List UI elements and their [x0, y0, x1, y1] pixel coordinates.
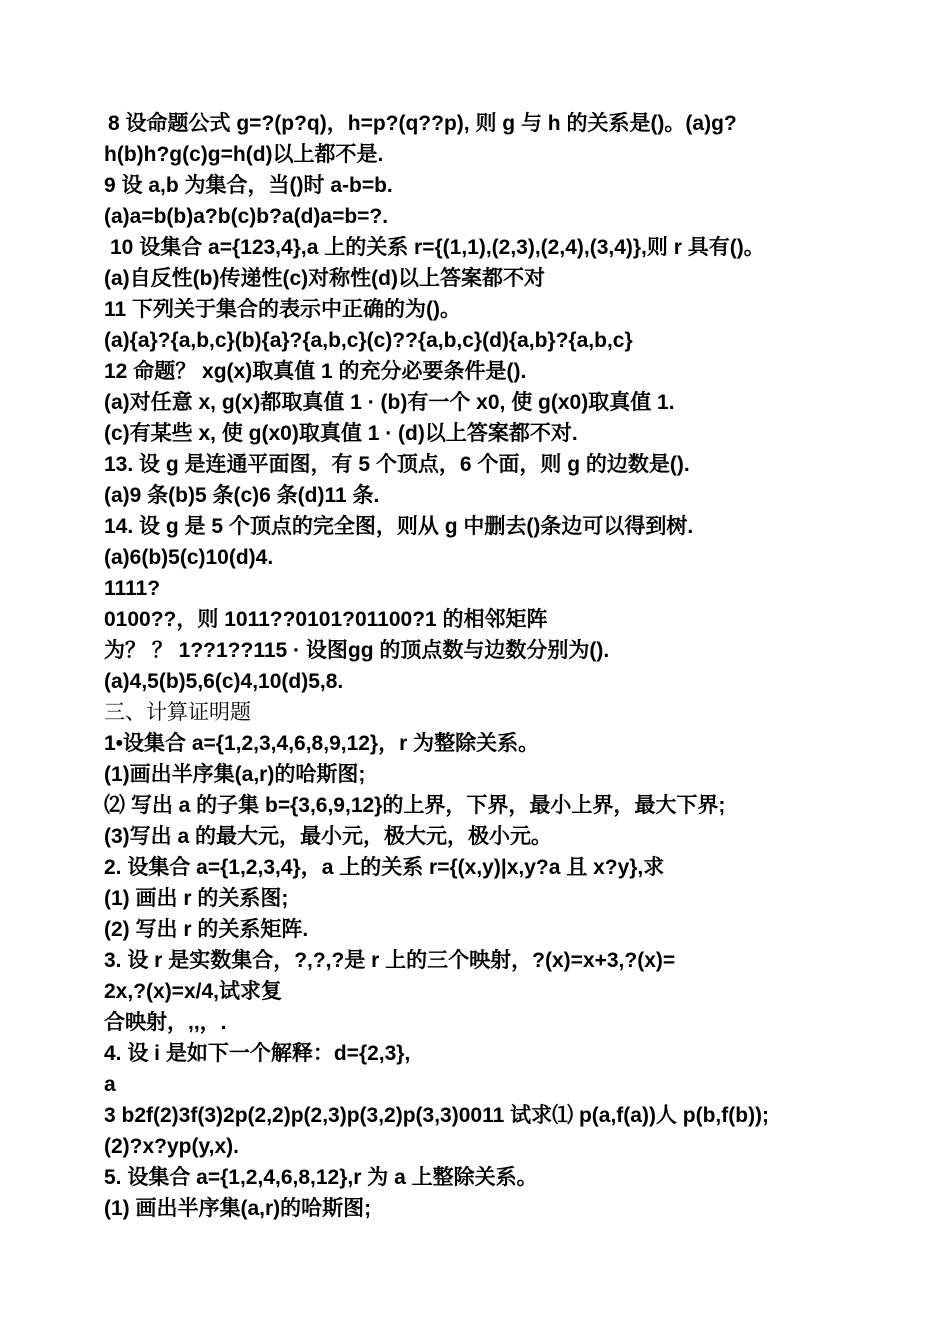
text-line: (1)画出半序集(a,r)的哈斯图;	[104, 763, 366, 786]
text-line: (a)6(b)5(c)10(d)4.	[104, 546, 274, 569]
text-line: (a)9 条(b)5 条(c)6 条(d)11 条.	[104, 484, 380, 507]
text-line: 12 命题？ xg(x)取真值 1 的充分必要条件是().	[104, 360, 527, 383]
text-line: 为？ ？ 1??1??115 · 设图gg 的顶点数与边数分别为().	[104, 639, 610, 662]
text-line: 4. 设 i 是如下一个解释：d={2,3},	[104, 1042, 411, 1065]
text-line: (a)4,5(b)5,6(c)4,10(d)5,8.	[104, 670, 344, 693]
text-line: 0100??，则 1011??0101?01100?1 的相邻矩阵	[104, 608, 548, 631]
text-line: 8 设命题公式 g=?(p?q)，h=p?(q??p), 则 g 与 h 的关系是()。(a)g?	[108, 112, 737, 135]
text-line: 9 设 a,b 为集合，当()时 a-b=b.	[104, 174, 393, 197]
text-line: (3)写出 a 的最大元，最小元，极大元，极小元。	[104, 825, 553, 848]
text-line: (a)对任意 x, g(x)都取真值 1 · (b)有一个 x0, 使 g(x0)取真值 1.	[104, 391, 675, 414]
text-line: 11 下列关于集合的表示中正确的为()。	[104, 298, 462, 321]
text-line: (a){a}?{a,b,c}(b){a}?{a,b,c}(c)??{a,b,c}(d){a,b}?{a,b,c}	[104, 329, 633, 352]
text-line: 5. 设集合 a={1,2,4,6,8,12},r 为 a 上整除关系。	[104, 1166, 538, 1189]
text-line: (1) 画出 r 的关系图;	[104, 887, 289, 910]
text-line: 14. 设 g 是 5 个顶点的完全图，则从 g 中删去()条边可以得到树.	[104, 515, 694, 538]
text-line: 2x,?(x)=x/4,试求复	[104, 980, 282, 1003]
text-line: 13. 设 g 是连通平面图，有 5 个顶点，6 个面，则 g 的边数是().	[104, 453, 690, 476]
text-line: 1111?	[104, 577, 161, 600]
text-line: (1) 画出半序集(a,r)的哈斯图;	[104, 1197, 372, 1220]
text-line: 3 b2f(2)3f(3)2p(2,2)p(2,3)p(3,2)p(3,3)0011 试求⑴ p(a,f(a))人 p(b,f(b));	[104, 1104, 770, 1127]
text-line: a	[104, 1073, 116, 1096]
text-line: (2) 写出 r 的关系矩阵.	[104, 918, 309, 941]
text-line: 1•设集合 a={1,2,3,4,6,8,9,12}，r 为整除关系。	[104, 732, 540, 755]
text-line: 2. 设集合 a={1,2,3,4}，a 上的关系 r={(x,y)|x,y?a 且 x?y},求	[104, 856, 665, 879]
text-line: 3. 设 r 是实数集合，?,?,?是 r 上的三个映射，?(x)=x+3,?(x)=	[104, 949, 676, 972]
text-line: 合映射，,,，.	[104, 1011, 227, 1034]
text-line: h(b)h?g(c)g=h(d)以上都不是.	[104, 143, 384, 166]
text-line: 10 设集合 a={123,4},a 上的关系 r={(1,1),(2,3),(2,4),(3,4)},则 r 具有()。	[110, 236, 765, 259]
text-line: (2)?x?yp(y,x).	[104, 1135, 239, 1158]
text-line: (a)a=b(b)a?b(c)b?a(d)a=b=?.	[104, 205, 389, 228]
text-line: (a)自反性(b)传递性(c)对称性(d)以上答案都不对	[104, 267, 545, 290]
text-line: ⑵ 写出 a 的子集 b={3,6,9,12}的上界，下界，最小上界，最大下界;	[104, 794, 726, 817]
document-body	[104, 108, 924, 1224]
section-heading: 三、计算证明题	[104, 700, 251, 724]
text-line: (c)有某些 x, 使 g(x0)取真值 1 · (d)以上答案都不对.	[104, 422, 578, 445]
